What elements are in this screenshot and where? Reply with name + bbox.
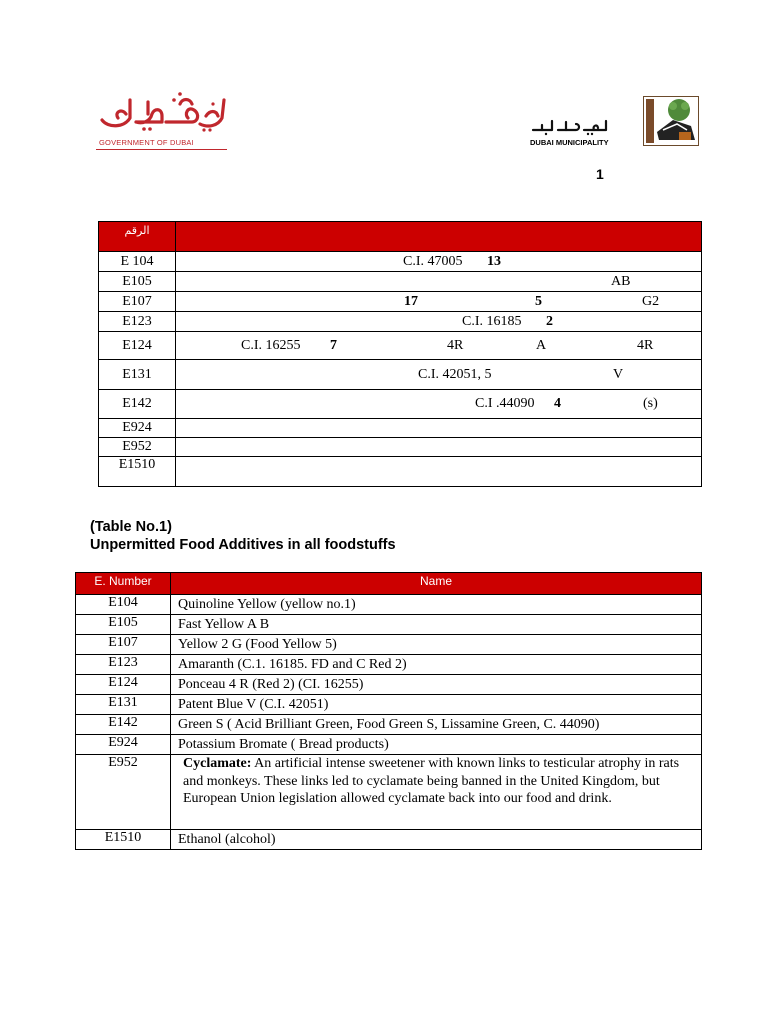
code-cell: E952	[99, 438, 176, 457]
description-cell	[176, 252, 702, 272]
code-cell: E105	[99, 272, 176, 292]
text-fragment: A	[536, 337, 547, 353]
text-fragment: 13	[487, 253, 501, 269]
name-cell	[171, 755, 702, 830]
code-cell: E142	[99, 390, 176, 419]
description-cell	[176, 292, 702, 312]
table-header-row	[76, 573, 702, 595]
text-fragment: V	[613, 366, 624, 382]
table-row	[76, 595, 702, 615]
code-cell: E123	[99, 312, 176, 332]
e-number-cell: E131	[76, 695, 171, 715]
table-row	[76, 615, 702, 635]
e-number-cell: E104	[76, 595, 171, 615]
description-cell	[176, 332, 702, 360]
column-header-e-number: E. Number	[76, 573, 171, 595]
table-row	[99, 272, 702, 292]
table-row	[99, 457, 702, 487]
text-fragment: 4R	[637, 337, 654, 353]
table-row	[76, 635, 702, 655]
text-fragment: 7	[330, 337, 337, 353]
code-cell: E1510	[99, 457, 176, 487]
description-cell	[176, 390, 702, 419]
cyclamate-term: Cyclamate:	[183, 756, 252, 771]
description-cell	[176, 360, 702, 390]
table-caption-title: Unpermitted Food Additives in all foodstuffs	[90, 537, 396, 553]
e-number-cell: E124	[76, 675, 171, 695]
name-cell: Potassium Bromate ( Bread products)	[171, 735, 702, 755]
name-cell: Ethanol (alcohol)	[171, 830, 702, 850]
name-cell: Quinoline Yellow (yellow no.1)	[171, 595, 702, 615]
dubai-municipality-label: DUBAI MUNICIPALITY	[530, 138, 609, 147]
table-row	[76, 675, 702, 695]
logo-underline	[96, 149, 227, 150]
name-cell: Patent Blue V (C.I. 42051)	[171, 695, 702, 715]
name-cell: Yellow 2 G (Food Yellow 5)	[171, 635, 702, 655]
table-row	[99, 438, 702, 457]
text-fragment: 17	[404, 293, 418, 309]
text-fragment: 5	[535, 293, 542, 309]
table-row	[99, 332, 702, 360]
code-cell: E924	[99, 419, 176, 438]
header-number-cell: الرقم	[99, 222, 176, 252]
text-fragment: C.I .44090	[475, 396, 535, 411]
table-row	[99, 252, 702, 272]
table-row	[99, 360, 702, 390]
e-number-cell: E142	[76, 715, 171, 735]
e-number-cell: E105	[76, 615, 171, 635]
page-number: 1	[596, 166, 604, 182]
name-cell: Amaranth (C.1. 16185. FD and C Red 2)	[171, 655, 702, 675]
text-fragment: 4R	[447, 337, 464, 353]
table-row	[99, 292, 702, 312]
description-cell	[176, 438, 702, 457]
e-number-cell: E107	[76, 635, 171, 655]
text-fragment: 4	[554, 396, 561, 411]
table-row	[76, 715, 702, 735]
header-description-cell	[176, 222, 702, 252]
text-fragment: C.I. 16255	[241, 337, 301, 353]
cyclamate-description: An artificial intense sweetener with known links to testicular atrophy in rats and monkeys. These links led to cyclamate being banned in the United Kingdom, but European Union legislation allowed cyclamate back into our food and drink.	[183, 756, 680, 806]
code-cell: E 104	[99, 252, 176, 272]
table-row	[76, 755, 702, 830]
column-header-name: Name	[171, 573, 702, 595]
additives-table-arabic	[98, 221, 702, 487]
text-fragment: 2	[546, 313, 553, 329]
text-fragment: (s)	[643, 396, 658, 411]
name-cell: Fast Yellow A B	[171, 615, 702, 635]
description-cell	[176, 457, 702, 487]
table-row	[76, 655, 702, 675]
e-number-cell: E924	[76, 735, 171, 755]
e-number-cell: E123	[76, 655, 171, 675]
table-row	[76, 735, 702, 755]
unpermitted-additives-table	[75, 572, 702, 850]
text-fragment: C.I. 16185	[462, 313, 522, 329]
government-of-dubai-arabic-calligraphy	[96, 88, 230, 132]
text-fragment: C.I. 42051, 5	[418, 366, 492, 382]
description-cell	[176, 419, 702, 438]
table-caption-number: (Table No.1)	[90, 519, 172, 535]
code-cell: E124	[99, 332, 176, 360]
table-row	[99, 390, 702, 419]
table-row	[99, 312, 702, 332]
text-fragment: C.I. 47005	[403, 253, 463, 269]
dubai-municipality-arabic-calligraphy	[530, 116, 610, 136]
name-cell: Green S ( Acid Brilliant Green, Food Green S, Lissamine Green, C. 44090)	[171, 715, 702, 735]
dubai-municipality-emblem	[643, 96, 699, 146]
text-fragment: G2	[642, 293, 660, 309]
table-row	[99, 419, 702, 438]
code-cell: E107	[99, 292, 176, 312]
description-cell	[176, 272, 702, 292]
government-of-dubai-logo	[96, 88, 230, 154]
description-cell	[176, 312, 702, 332]
table-row	[76, 695, 702, 715]
e-number-cell: E952	[76, 755, 171, 830]
name-cell: Ponceau 4 R (Red 2) (CI. 16255)	[171, 675, 702, 695]
table-row	[76, 830, 702, 850]
text-fragment: AB	[611, 273, 631, 289]
government-of-dubai-label: GOVERNMENT OF DUBAI	[99, 138, 194, 147]
e-number-cell: E1510	[76, 830, 171, 850]
table-header-row	[99, 222, 702, 252]
code-cell: E131	[99, 360, 176, 390]
